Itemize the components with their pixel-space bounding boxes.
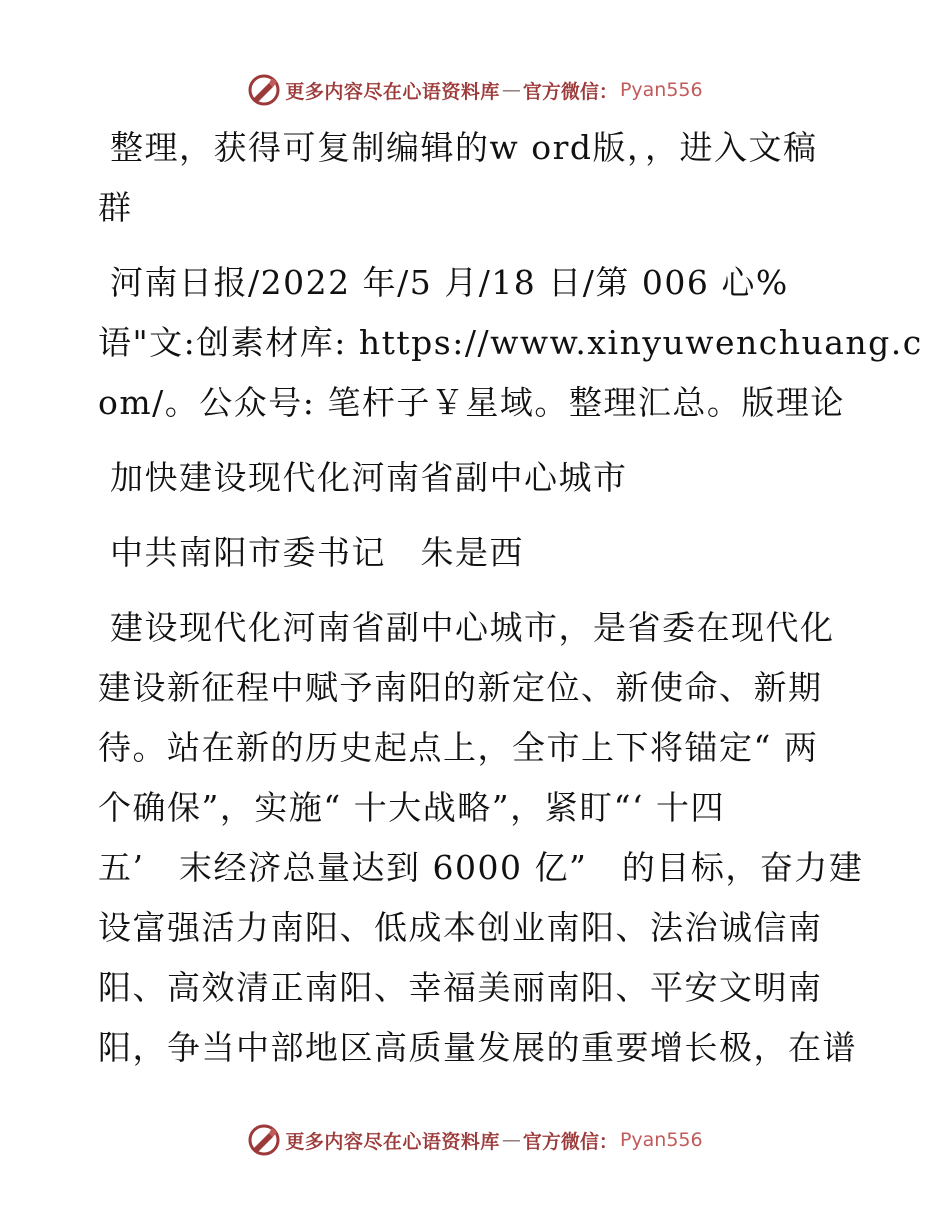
- watermark-wechat-id: Pyan556: [619, 79, 703, 101]
- watermark-main-text: 更多内容尽在心语资料库: [285, 80, 500, 103]
- body-line: 群: [98, 188, 133, 227]
- paragraph-line: 建设现代化河南省副中心城市，是省委在现代化: [110, 608, 835, 647]
- article-title: 加快建设现代化河南省副中心城市: [110, 458, 628, 497]
- pen-circle-logo-icon: [247, 1123, 281, 1157]
- source-line: om/。公众号: 笔杆子￥星域。整理汇总。版理论: [98, 383, 845, 422]
- watermark-header: [0, 70, 950, 110]
- document-body: [98, 118, 923, 1078]
- pen-circle-logo-icon: [247, 73, 281, 107]
- article-author: 中共南阳市委书记 朱是西: [110, 533, 524, 572]
- watermark-main-text: 更多内容尽在心语资料库: [285, 1130, 500, 1153]
- paragraph-line: 待。站在新的历史起点上，全市上下将锚定“ 两: [98, 728, 819, 767]
- watermark-official-label: 官方微信：: [522, 1130, 618, 1153]
- watermark-separator: —: [501, 1129, 521, 1151]
- source-line: 语"文:创素材库: https://www.xinyuwenchuang.c: [98, 323, 923, 362]
- paragraph-line: 建设新征程中赋予南阳的新定位、新使命、新期: [98, 668, 823, 707]
- source-line: 河南日报/2022 年/5 月/18 日/第 006 心%: [110, 263, 789, 302]
- watermark-footer: [0, 1120, 950, 1160]
- body-line: 整理，获得可复制编辑的w ord版，，进入文稿: [110, 128, 818, 167]
- paragraph-line: 五’ 末经济总量达到 6000 亿” 的目标，奋力建: [98, 848, 864, 887]
- paragraph-line: 阳、高效清正南阳、幸福美丽南阳、平安文明南: [98, 968, 823, 1007]
- paragraph-line: 设富强活力南阳、低成本创业南阳、法治诚信南: [98, 908, 823, 947]
- paragraph-line: 个确保”，实施“ 十大战略”，紧盯“‘ 十四: [98, 788, 725, 827]
- watermark-wechat-id: Pyan556: [619, 1129, 703, 1151]
- watermark-separator: —: [501, 79, 521, 101]
- paragraph-line: 阳，争当中部地区高质量发展的重要增长极，在谱: [98, 1028, 857, 1067]
- watermark-official-label: 官方微信：: [522, 80, 618, 103]
